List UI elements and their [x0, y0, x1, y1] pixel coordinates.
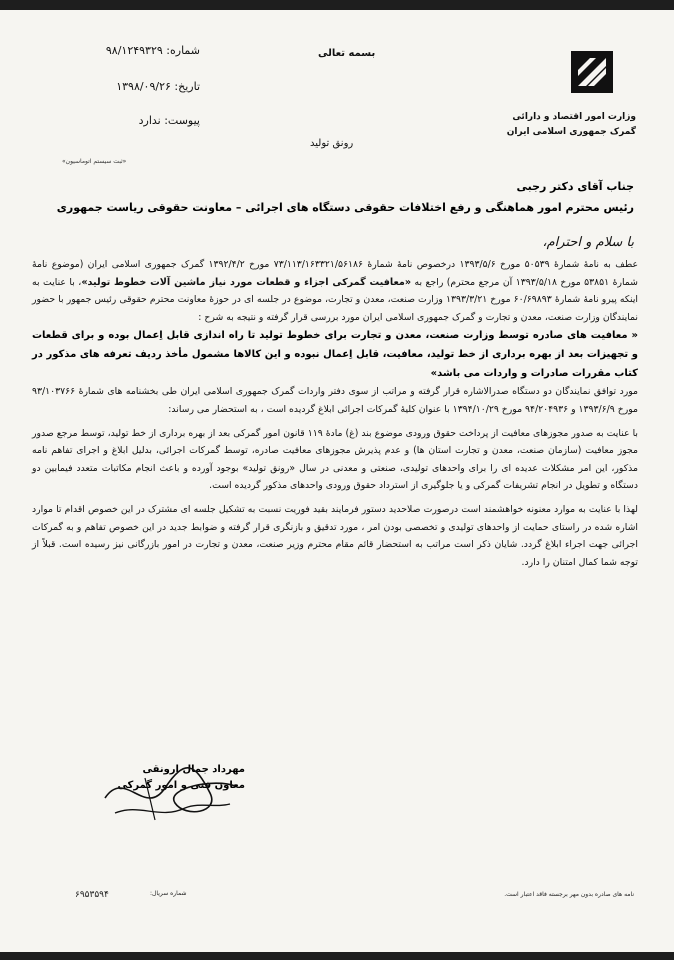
handwritten-signature — [85, 758, 245, 832]
paragraph-1-text: عطف به نامهٔ شمارهٔ ۵۰۵۳۹ مورخ ۱۳۹۳/۵/۶ درخصوص نامهٔ شمارهٔ ۷۳/۱۱۳/۱۶۳۳۲۱/۵۶۱۸۶ مورخ ۱۳۹۲/۴/۲ گمرک جمهوری اسلامی ایران (موضوع نامهٔ شمارهٔ ۵۳۸۵۱ مورخ ۱۳۹۳/۵/۱۸ آن مرجع محترم) راجع به — [32, 259, 639, 288]
customs-logo-icon — [570, 50, 614, 94]
date-label: تاریخ: — [174, 80, 200, 93]
serial-label: شماره سریال: — [150, 890, 187, 897]
ministry-line-2: گمرک جمهوری اسلامی ایران — [506, 127, 636, 137]
letter-body — [32, 256, 638, 571]
paragraph-1-rest: ، با عنایت به اینکه پیرو نامهٔ شمارهٔ ۶۰/۶۹۸۹۳ مورخ ۱۳۹۳/۳/۲۱ وزارت صنعت، معدن و تجارت، موضوع در جلسه ای در حوزهٔ معاونت محترم حقوقی رئیس جمهور با حضور نمایندگان وزارت صنعت، معدن و تجارت و گمرک جمهوری اسلامی ایران مورد بررسی قرار گرفته و نتیجه به شرح : — [32, 276, 639, 323]
ministry-line-1: وزارت امور اقتصاد و دارائی — [512, 112, 636, 122]
paragraph-4: لهذا با عنایت به موارد معنونه خواهشمند است درصورت صلاحدید دستور فرمایند بقید فوریت نسبت به تشکیل جلسه ای مشترک در این خصوص اقدام تا موارد اشاره شده در راستای حمایت از واحدهای تولیدی و تخصصی بودن امر ، مورد تدقیق و بازنگری قرار گرفته و ضوابط جدید در این خصوص تفاهم و به گمرکات اجرائی جهت اجراء ابلاغ گردد. شایان ذکر است مراتب به استحضار قائم مقام محترم وزیر صنعت، معدن و تجارت در امور بازرگانی نیز رسیده است. قبلاً از توجه شما کمال امتنان را دارد. — [32, 503, 638, 568]
quoted-resolution: « معافیت های صادره توسط وزارت صنعت، معدن و تجارت برای خطوط تولید تا راه اندازی قابل اِعمال بوده و برای قطعات و تجهیزات بعد از بهره برداری از خط تولید، معافیت، قابل اِعمال نبوده و این کالاها مشمول مأخذ ردیف تعرفه های مذکور در کتاب مقررات صادرات و واردات می باشد» — [32, 330, 638, 380]
number-value: ۹۸/۱۲۴۹۳۲۹ — [105, 44, 163, 57]
letter-number — [50, 44, 200, 57]
paragraph-3: با عنایت به صدور مجوزهای معافیت از پرداخت حقوق ورودی موضوع بند (غ) مادهٔ ۱۱۹ قانون امور گمرکی بعد از بهره برداری از خط تولید، توسط مرجع صدور مجوز معافیت (سازمان صنعت، معدن و تجارت استان ها) و عدم پذیرش مجوزهای معافیت صادره، توسط گمرکات اجرائی، بدلیل ابلاغ و اجرای تفاهم نامه مذکور، این امر مشکلات عدیده ای را برای واحدهای تولیدی، صنعتی و معدنی در سال «رونق تولید» بوجود آورده و باعث انجام مکاتبات متعدد فیمابین دو دستگاه و تطویل در انجام تشریفات گمرکی و یا جلوگیری از استرداد حقوق ورودی واحدهای مذکور گردیده است. — [32, 427, 638, 492]
basmala: بسمه تعالی — [318, 48, 376, 59]
letter-date — [50, 80, 200, 93]
system-note: «ثبت سیستم اتوماسیون» — [62, 158, 127, 165]
date-value: ۱۳۹۸/۰۹/۲۶ — [116, 80, 171, 93]
paragraph-2: مورد توافق نمایندگان دو دستگاه صدرالاشاره قرار گرفته و مراتب از سوی دفتر واردات گمرک جمهوری اسلامی ایران طی بخشنامه های شمارهٔ ۹۳/۱۰۳۷۶۶ مورخ ۱۳۹۳/۶/۹ و ۹۴/۲۰۴۹۳۶ مورخ ۱۳۹۴/۱۰/۲۹ با عنوان کلیهٔ گمرکات اجرائی ابلاغ گردیده است ، به استحضار می رساند: — [32, 386, 638, 415]
copy-to: رونق تولید — [310, 138, 354, 149]
salutation: با سلام و احترام، — [542, 235, 634, 250]
signer-title: معاون فنی و امور گمرکی — [117, 780, 245, 791]
letter-page — [0, 10, 674, 952]
recipient-title: رئیس محترم امور هماهنگی و رفع اختلافات حقوقی دستگاه های اجرائی – معاونت حقوقی ریاست جمهوری — [56, 201, 634, 214]
number-label: شماره: — [166, 44, 200, 57]
recipient-name: جناب آقای دکتر رجبی — [516, 180, 634, 193]
paragraph-1 — [32, 256, 638, 326]
footer-note: نامه های صادره بدون مهر برجسته فاقد اعتبار است. — [504, 891, 634, 898]
signer-name: مهرداد جمال ارونقی — [142, 764, 245, 775]
attachment: پیوست: ندارد — [138, 114, 200, 127]
paragraph-1-subject: «معافیت گمرکی اجزاء و قطعات مورد نیاز ماشین آلات خطوط تولید» — [81, 276, 412, 288]
ministry-name — [476, 110, 636, 140]
serial-value: ۶۹۵۳۵۹۴ — [75, 890, 109, 900]
signature-block — [95, 762, 245, 832]
